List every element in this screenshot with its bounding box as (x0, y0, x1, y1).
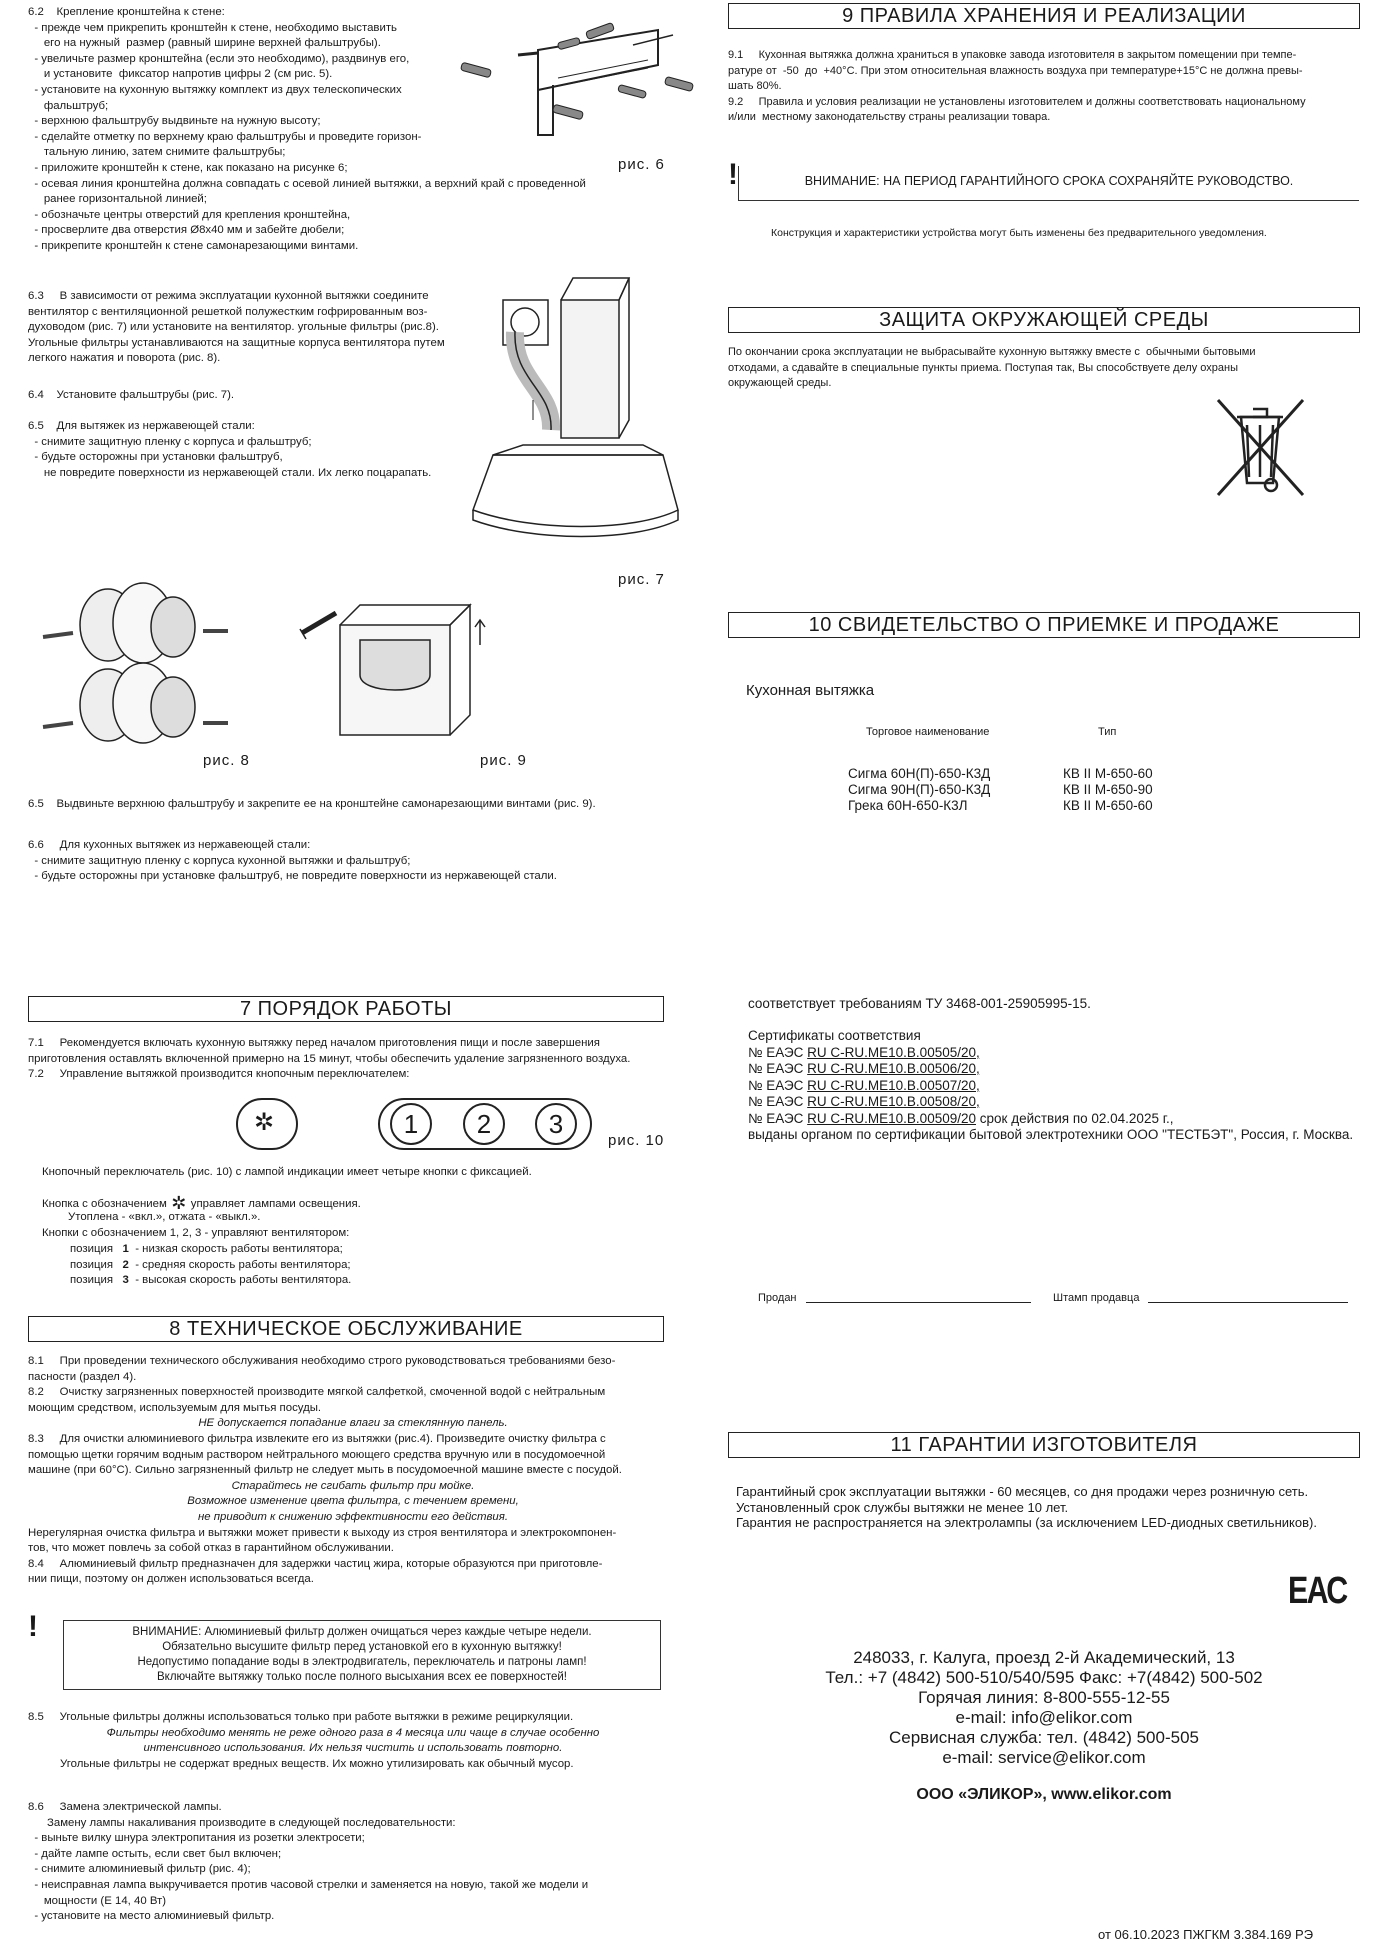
text-line: - увеличьте размер кронштейна (если это необходимо), раздвинув его, (28, 52, 410, 65)
text-line: его на нужный размер (равный ширине верхней фальштрубы). (28, 37, 381, 50)
section-6-6 (28, 838, 668, 885)
crossed-bin-icon (1213, 395, 1308, 500)
text-line: Угольные фильтры устанавливаются на защитные корпуса вентилятора путем (28, 336, 445, 349)
fan-button-2: 2 (463, 1103, 505, 1145)
certificate-line: № ЕАЭС RU С-RU.МЕ10.В.00508/20, (748, 1094, 980, 1109)
text-line: фальштруб; (28, 99, 109, 112)
section-8-1 (28, 1354, 678, 1588)
text-line: Гарантийный срок эксплуатации вытяжки - 60 месяцев, со дня продажи через розничную сеть. (736, 1484, 1309, 1499)
section-7-header: 7 ПОРЯДОК РАБОТЫ (28, 996, 664, 1022)
sold-signature-line (806, 1302, 1031, 1303)
table-row: Сигма 60Н(П)-650-К3Д КВ II М-650-60 (848, 766, 1153, 781)
section-8-6 (28, 1800, 678, 1925)
text-line: приготовления оставлять включенной примерно на 15 минут, чтобы обеспечить удаление загрязненного воздуха. (28, 1052, 631, 1065)
text-line: Недопустимо попадание воды в электродвигатель, переключатель и патроны ламп! (137, 1656, 587, 1668)
contacts (728, 1648, 1360, 1768)
guarantee-text (736, 1484, 1317, 1531)
service-phone: Сервисная служба: тел. (4842) 500-505 (888, 1728, 1199, 1747)
text-line: легкого нажатия и поворота (рис. 8). (28, 352, 221, 365)
text-line: пасности (раздел 4). (28, 1370, 137, 1383)
text-line: - снимите алюминиевый фильтр (рис. 4); (28, 1863, 251, 1876)
sun-icon: ✲ (171, 1193, 187, 1213)
text-line: Установленный срок службы вытяжки не менее 10 лет. (736, 1499, 1069, 1515)
address: 248033, г. Калуга, проезд 2-й Академический, 13 (853, 1648, 1235, 1667)
light-button (236, 1098, 298, 1150)
italic-note: Фильтры необходимо менять не реже одного раза в 4 месяца или чаще в случае особенно (106, 1726, 600, 1739)
environment-text (728, 345, 1360, 392)
bracket-illustration (458, 20, 678, 150)
text-line: 8.2 Очистку загрязненных поверхностей производите мягкой салфеткой, смоченной водой с нейтральным (28, 1386, 606, 1399)
text-line: Замену лампы накаливания производите в следующей последовательности: (28, 1816, 456, 1829)
figure-6-label: рис. 6 (618, 156, 665, 173)
warning-icon: ! (728, 158, 738, 191)
text-line: Нерегулярная очистка фильтра и вытяжки может привести к выходу из строя вентилятора и электрокомпонен- (28, 1526, 617, 1539)
fan-button-3: 3 (535, 1103, 577, 1145)
carbon-filter-illustration (43, 575, 233, 755)
text-line: 6.5 Для вытяжек из нержавеющей стали: (28, 420, 255, 432)
text-line: - прикрепите кронштейн к стене самонарезающими винтами. (28, 239, 359, 252)
hood-illustration (473, 270, 703, 560)
text-line: - снимите защитную пленку с корпуса кухонной вытяжки и фальштруб; (28, 854, 411, 867)
text-line: помощью щетки горячим водным раствором нейтрального моющего средства вручную или в посудомоечной (28, 1448, 606, 1461)
text-line: - будьте осторожны при установки фальштруб, (28, 451, 283, 464)
figure-8-label: рис. 8 (203, 752, 250, 769)
text-line: - будьте осторожны при установке фальштруб, не повредите поверхности из нержавеющей стали. (28, 870, 557, 883)
changes-note: Конструкция и характеристики устройства могут быть изменены без предварительного уведомления. (771, 227, 1267, 239)
figure-9-label: рис. 9 (480, 752, 527, 769)
email-info: e-mail: info@elikor.com (955, 1708, 1133, 1727)
figure-7-label: рис. 7 (618, 571, 665, 588)
section-9-header: 9 ПРАВИЛА ХРАНЕНИЯ И РЕАЛИЗАЦИИ (728, 3, 1360, 29)
section-6-5b: 6.5 Выдвиньте верхнюю фальштрубу и закрепите ее на кронштейне самонарезающими винтами (рис. 9). (28, 798, 596, 810)
text-line: - осевая линия кронштейна должна совпадать с осевой линией вытяжки, а верхний край с проведенной (28, 177, 586, 190)
text-line: тальную линию, затем снимите фальштрубы; (28, 146, 286, 159)
fan-buttons-intro: Кнопки с обозначением 1, 2, 3 - управляют вентилятором: (42, 1227, 350, 1239)
text-line: Обязательно высушите фильтр перед установкой его в кухонную вытяжку! (162, 1641, 562, 1653)
position-row: позиция 2 - средняя скорость работы вентилятора; (70, 1258, 351, 1271)
text-line: Сертификаты соответствия (748, 1028, 921, 1043)
italic-note: не приводит к снижению эффективности его действия. (197, 1510, 509, 1523)
text-line: выданы органом по сертификации бытовой электротехники ООО "ТЕСТБЭТ", Россия, г. Москва. (748, 1127, 1354, 1142)
text-line: 8.4 Алюминиевый фильтр предназначен для задержки частиц жира, которые образуются при приготовле- (28, 1557, 603, 1570)
filter-warning-box (63, 1620, 661, 1690)
text-line: - дайте лампе остыть, если свет был включен; (28, 1847, 282, 1860)
text-line: 7.1 Рекомендуется включать кухонную вытяжку перед началом приготовления пищи и после завершения (28, 1037, 600, 1049)
text-line: нии пищи, поэтому он должен использоваться всегда. (28, 1573, 314, 1586)
table-row: Сигма 90Н(П)-650-К3Д КВ II М-650-90 (848, 782, 1153, 797)
text-line: - снимите защитную пленку с корпуса и фальштруб; (28, 435, 312, 448)
text-line: и установите фиксатор напротив цифры 2 (см рис. 5). (28, 68, 333, 81)
certificates (748, 1028, 1368, 1144)
certificate-line: № ЕАЭС RU С-RU.МЕ10.В.00507/20, (748, 1077, 980, 1093)
tu-compliance: соответствует требованиям ТУ 3468-001-25905995-15. (748, 996, 1091, 1011)
text-line: моющим средством, используемым для мытья посуды. (28, 1401, 322, 1414)
text-line: - установите на кухонную вытяжку комплект из двух телескопических (28, 83, 402, 96)
italic-note: интенсивного использования. Их нельзя чистить и использовать повторно. (143, 1742, 563, 1755)
type-header: Тип (1098, 726, 1117, 738)
section-9-text (728, 48, 1360, 126)
model-table (848, 766, 1153, 814)
section-6-5a (28, 419, 488, 481)
phone-fax: Тел.: +7 (4842) 500-510/540/595 Факс: +7(4842) 500-502 (825, 1668, 1263, 1687)
text-line: машине (при 60°С). Сильно загрязненный фильтр не следует мыть в посудомоечной машине вместе с посудой. (28, 1464, 622, 1477)
text-line: - выньте вилку шнура электропитания из розетки электросети; (28, 1832, 365, 1845)
chimney-screw-illustration (300, 585, 490, 745)
text-line: 8.5 Угольные фильтры должны использоваться только при работе вытяжки в режиме рециркуляции. (28, 1711, 574, 1723)
text-line: - верхнюю фальштрубу выдвиньте на нужную высоту; (28, 115, 321, 128)
position-row: позиция 1 - низкая скорость работы вентилятора; (70, 1243, 343, 1255)
section-8-header: 8 ТЕХНИЧЕСКОЕ ОБСЛУЖИВАНИЕ (28, 1316, 664, 1342)
environment-header: ЗАЩИТА ОКРУЖАЮЩЕЙ СРЕДЫ (728, 307, 1360, 333)
text-line: 6.6 Для кухонных вытяжек из нержавеющей стали: (28, 839, 311, 851)
text-line: Гарантия не распространяется на электролампы (за исключением LED-диодных светильников). (736, 1515, 1317, 1530)
text-line: и/или местному законодательству страны реализации товара. (728, 111, 1051, 124)
text-line: 8.1 При проведении технического обслуживания необходимо строго руководствоваться требованиями безо- (28, 1355, 616, 1367)
italic-note: НЕ допускается попадание влаги за стеклянную панель. (198, 1417, 508, 1430)
section-6-3 (28, 289, 488, 367)
text-line: тов, что может повлечь за собой отказ в гарантийном обслуживании. (28, 1542, 394, 1555)
text-line: управляет лампами освещения. (190, 1198, 361, 1210)
text-line: окружающей среды. (728, 377, 832, 390)
text-line: 8.6 Замена электрической лампы. (28, 1801, 222, 1813)
section-7-1 (28, 1036, 678, 1083)
text-line: ратуре от -50 до +40°С. При этом относительная влажность воздуха при температуре+15°С не должна превы- (728, 64, 1303, 77)
certificate-line: № ЕАЭС RU С-RU.МЕ10.В.00509/20 срок действия по 02.04.2025 г., (748, 1110, 1174, 1126)
text-line: 7.2 Управление вытяжкой производится кнопочным переключателем: (28, 1068, 410, 1081)
section-6-2-title: 6.2 Крепление кронштейна к стене: (28, 6, 225, 18)
stamp-label: Штамп продавца (1053, 1292, 1140, 1304)
text-line: - сделайте отметку по верхнему краю фальштрубы и проведите горизон- (28, 130, 422, 143)
eac-logo: ЕАС (1288, 1570, 1347, 1612)
text-line: - установите на место алюминиевый фильтр. (28, 1910, 275, 1923)
certificate-line: № ЕАЭС RU С-RU.МЕ10.В.00505/20, (748, 1044, 980, 1060)
text-line: - обозначьте центры отверстий для крепления кронштейна, (28, 208, 351, 221)
text-line: не повредите поверхности из нержавеющей стали. Их легко поцарапать. (28, 466, 432, 479)
light-button-states: Утоплена - «вкл.», отжата - «выкл.». (68, 1211, 261, 1223)
text-line: - приложите кронштейн к стене, как показано на рисунке 6; (28, 161, 348, 174)
text-line: ВНИМАНИЕ: Алюминиевый фильтр должен очищаться через каждые четыре недели. (132, 1626, 592, 1638)
sold-label: Продан (758, 1292, 797, 1304)
figure-10-label: рис. 10 (608, 1132, 665, 1149)
text-line: отходами, а сдавайте в специальные пункты приема. Поступая так, Вы способствуете делу охраны (728, 361, 1238, 374)
fan-button-group (378, 1098, 592, 1150)
text-line: 8.3 Для очистки алюминиевого фильтра извлеките его из вытяжки (рис.4). Произведите очистку фильтра с (28, 1432, 606, 1445)
text-line: По окончании срока эксплуатации не выбрасывайте кухонную вытяжку вместе с обычными бытовыми (728, 346, 1256, 358)
text-line: вентилятор с вентиляционной решеткой полужестким гофрированным воз- (28, 305, 428, 318)
sun-icon: ✲ (254, 1109, 275, 1136)
text-line: - прежде чем прикрепить кронштейн к стене, необходимо выставить (28, 21, 397, 34)
text-line: 9.2 Правила и условия реализации не установлены изготовителем и должны соответствовать национальному (728, 95, 1306, 108)
document-footer: от 06.10.2023 ПЖГКМ 3.384.169 РЭ (1098, 1927, 1314, 1942)
text-line: 9.1 Кухонная вытяжка должна храниться в упаковке завода изготовителя в закрытом помещении при темпе- (728, 49, 1297, 61)
section-11-header: 11 ГАРАНТИИ ИЗГОТОВИТЕЛЯ (728, 1432, 1360, 1458)
section-10-header: 10 СВИДЕТЕЛЬСТВО О ПРИЕМКЕ И ПРОДАЖЕ (728, 612, 1360, 638)
certificate-line: № ЕАЭС RU С-RU.МЕ10.В.00506/20, (748, 1061, 980, 1076)
trade-name-header: Торговое наименование (866, 726, 990, 738)
switch-description: Кнопочный переключатель (рис. 10) с лампой индикации имеет четыре кнопки с фиксацией. (42, 1166, 532, 1178)
hotline: Горячая линия: 8-800-555-12-55 (918, 1688, 1170, 1707)
company-name: ООО «ЭЛИКОР», www.elikor.com (916, 1786, 1172, 1803)
text-line: Кнопка с обозначением (42, 1198, 167, 1210)
fan-button-1: 1 (390, 1103, 432, 1145)
italic-note: Возможное изменение цвета фильтра, с течением времени, (187, 1495, 519, 1508)
position-row: позиция 3 - высокая скорость работы вентилятора. (70, 1274, 352, 1287)
warning-icon: ! (28, 1610, 38, 1643)
text-line: шать 80%. (728, 80, 782, 93)
text-line: - неисправная лампа выкручивается против часовой стрелки и заменяется на новую, такой же модели и (28, 1878, 589, 1891)
product-name: Кухонная вытяжка (746, 682, 875, 699)
italic-note: Старайтесь не сгибать фильтр при мойке. (231, 1479, 475, 1492)
section-6-4: 6.4 Установите фальштрубы (рис. 7). (28, 389, 235, 401)
fan-positions (70, 1242, 351, 1289)
text-line: духоводом (рис. 7) или установите на вентилятор. угольные фильтры (рис.8). (28, 321, 439, 334)
guarantee-warning-box (738, 166, 1359, 201)
text-line: 6.3 В зависимости от режима эксплуатации кухонной вытяжки соедините (28, 290, 429, 302)
email-service: e-mail: service@elikor.com (942, 1748, 1146, 1767)
table-row: Грека 60Н-650-К3Л КВ II М-650-60 (848, 798, 1153, 813)
text-line: - просверлите два отверстия Ø8х40 мм и забейте дюбели; (28, 224, 345, 237)
text-line: Угольные фильтры не содержат вредных веществ. Их можно утилизировать как обычный мусор. (60, 1757, 574, 1770)
section-8-5 (28, 1710, 678, 1772)
text-line: Включайте вытяжку только после полного высыхания всех ее поверхностей! (157, 1671, 567, 1683)
text-line: ВНИМАНИЕ: НА ПЕРИОД ГАРАНТИЙНОГО СРОКА СОХРАНЯЙТЕ РУКОВОДСТВО. (804, 174, 1294, 188)
text-line: мощности (Е 14, 40 Вт) (28, 1894, 167, 1907)
stamp-signature-line (1148, 1302, 1348, 1303)
text-line: ранее горизонтальной линией; (28, 193, 207, 206)
